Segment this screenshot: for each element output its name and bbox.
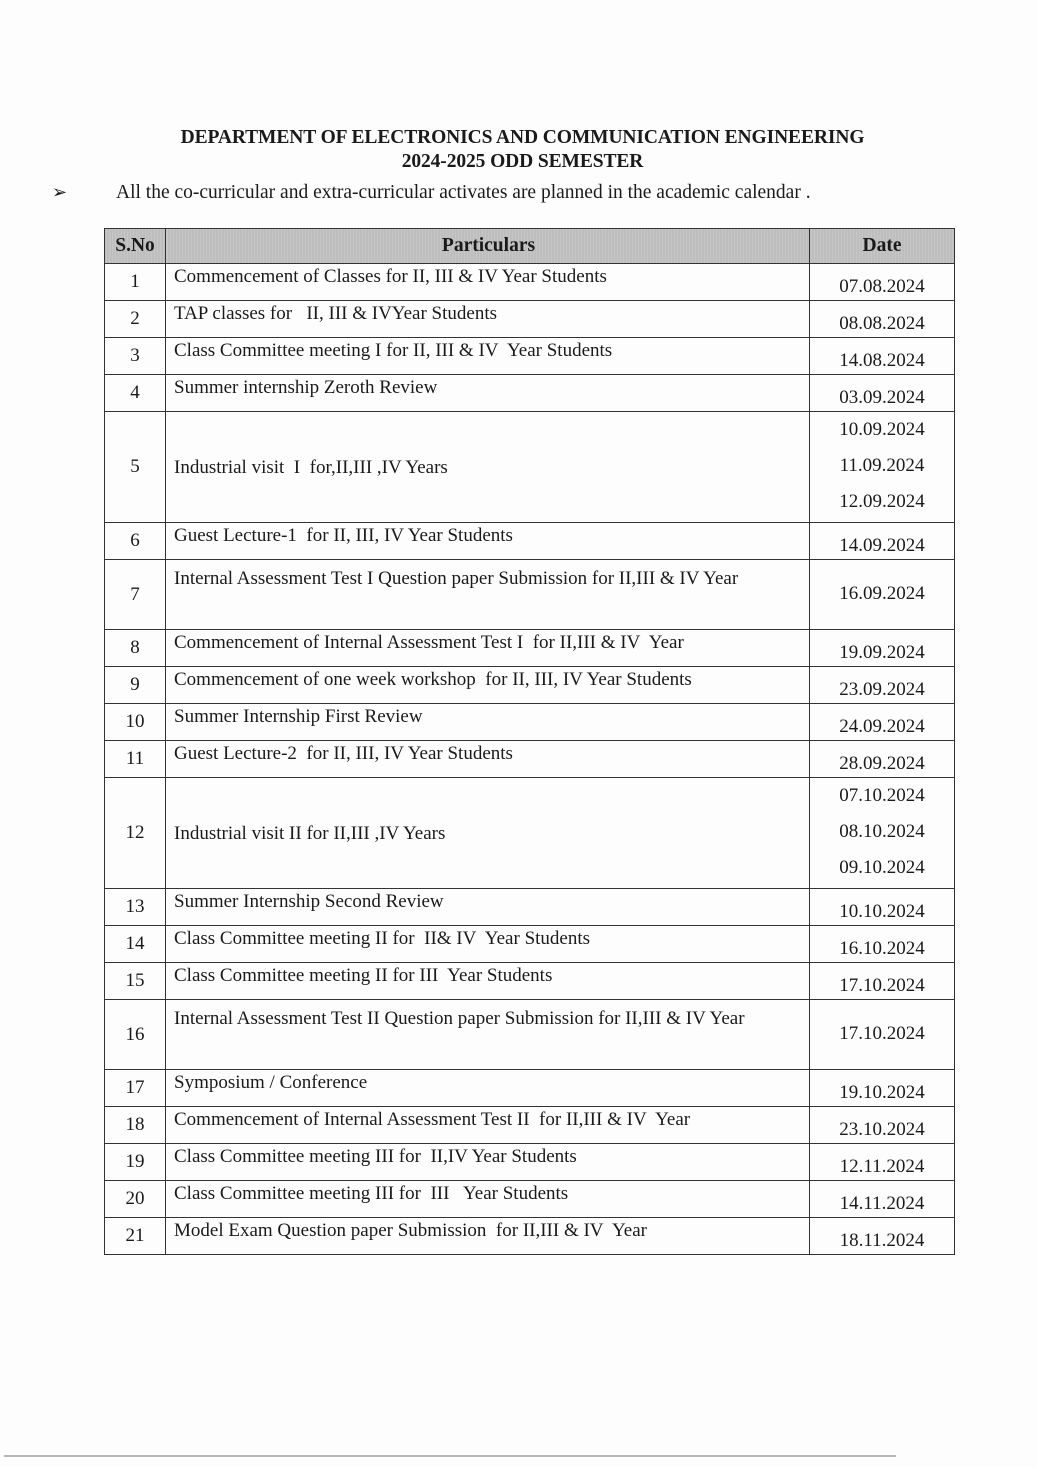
row-particulars: Internal Assessment Test II Question paper Submission for II,III & IV Year — [166, 1000, 810, 1070]
date-value: 07.08.2024 — [839, 276, 925, 297]
table-row — [105, 1144, 955, 1181]
table-row — [105, 264, 955, 301]
row-particulars: Model Exam Question paper Submission for II,III & IV Year — [166, 1218, 810, 1255]
row-date — [810, 963, 955, 1000]
table-row — [105, 1218, 955, 1255]
row-date — [810, 375, 955, 412]
row-particulars: Industrial visit II for II,III ,IV Years — [166, 778, 810, 889]
academic-calendar-table — [104, 228, 955, 1255]
date-value: 24.09.2024 — [839, 716, 925, 737]
row-date — [810, 523, 955, 560]
row-particulars: TAP classes for II, III & IVYear Students — [166, 301, 810, 338]
table-header-row — [105, 229, 955, 264]
date-value: 23.09.2024 — [839, 679, 925, 700]
department-heading: DEPARTMENT OF ELECTRONICS AND COMMUNICATION ENGINEERING — [180, 127, 865, 148]
date-value: 14.09.2024 — [839, 535, 925, 556]
row-particulars: Internal Assessment Test I Question paper Submission for II,III & IV Year — [166, 560, 810, 630]
row-date — [810, 741, 955, 778]
date-value: 14.11.2024 — [839, 1193, 925, 1214]
row-date — [810, 1107, 955, 1144]
row-particulars: Guest Lecture-1 for II, III, IV Year Students — [166, 523, 810, 560]
date-value: 12.11.2024 — [839, 1156, 925, 1177]
table-row — [105, 412, 955, 523]
row-sno: 16 — [105, 1000, 166, 1070]
date-value: 23.10.2024 — [839, 1119, 925, 1140]
row-date — [810, 926, 955, 963]
row-sno: 5 — [105, 412, 166, 523]
row-sno: 17 — [105, 1070, 166, 1107]
semester-heading: 2024-2025 ODD SEMESTER — [401, 151, 644, 172]
row-date — [810, 1070, 955, 1107]
row-particulars: Commencement of Classes for II, III & IV Year Students — [166, 264, 810, 301]
date-value: 07.10.2024 — [839, 785, 925, 806]
table-row — [105, 963, 955, 1000]
row-sno: 13 — [105, 889, 166, 926]
row-date — [810, 1181, 955, 1218]
table-body — [105, 264, 955, 1255]
table-row — [105, 926, 955, 963]
footer-rule — [4, 1455, 896, 1457]
row-date — [810, 778, 955, 889]
row-particulars: Summer Internship First Review — [166, 704, 810, 741]
table-row — [105, 1000, 955, 1070]
table-row — [105, 301, 955, 338]
row-particulars: Commencement of one week workshop for II, III, IV Year Students — [166, 667, 810, 704]
row-date — [810, 667, 955, 704]
column-header-date: Date — [810, 229, 955, 264]
table-row — [105, 630, 955, 667]
table-row — [105, 1181, 955, 1218]
row-particulars: Class Committee meeting II for II& IV Year Students — [166, 926, 810, 963]
row-particulars: Symposium / Conference — [166, 1070, 810, 1107]
row-sno: 8 — [105, 630, 166, 667]
table-row — [105, 778, 955, 889]
row-particulars: Summer Internship Second Review — [166, 889, 810, 926]
row-particulars: Class Committee meeting III for III Year Students — [166, 1181, 810, 1218]
row-sno: 9 — [105, 667, 166, 704]
table-row — [105, 667, 955, 704]
row-date — [810, 560, 955, 630]
date-value: 09.10.2024 — [839, 857, 925, 878]
date-value: 10.10.2024 — [839, 901, 925, 922]
row-date — [810, 889, 955, 926]
row-date — [810, 704, 955, 741]
table-row — [105, 1107, 955, 1144]
row-sno: 6 — [105, 523, 166, 560]
row-particulars: Commencement of Internal Assessment Test I for II,III & IV Year — [166, 630, 810, 667]
row-date — [810, 630, 955, 667]
row-sno: 18 — [105, 1107, 166, 1144]
row-sno: 15 — [105, 963, 166, 1000]
date-value: 17.10.2024 — [839, 975, 925, 996]
row-date — [810, 1144, 955, 1181]
column-header-sno: S.No — [105, 229, 166, 264]
date-value: 16.10.2024 — [839, 938, 925, 959]
table-row — [105, 338, 955, 375]
row-particulars: Class Committee meeting II for III Year Students — [166, 963, 810, 1000]
row-particulars: Class Committee meeting I for II, III & IV Year Students — [166, 338, 810, 375]
row-sno: 3 — [105, 338, 166, 375]
date-value: 18.11.2024 — [839, 1230, 925, 1251]
row-sno: 1 — [105, 264, 166, 301]
row-date — [810, 264, 955, 301]
table-row — [105, 889, 955, 926]
table-row — [105, 375, 955, 412]
date-value: 16.09.2024 — [839, 582, 925, 604]
column-header-particulars: Particulars — [166, 229, 810, 264]
row-sno: 12 — [105, 778, 166, 889]
row-particulars: Guest Lecture-2 for II, III, IV Year Students — [166, 741, 810, 778]
intro-text: All the co-curricular and extra-curricular activates are planned in the academic calendar . — [116, 182, 811, 203]
row-particulars: Class Committee meeting III for II,IV Year Students — [166, 1144, 810, 1181]
date-value: 14.08.2024 — [839, 350, 925, 371]
date-value: 08.08.2024 — [839, 313, 925, 334]
arrowhead-bullet-icon: ➢ — [52, 182, 68, 202]
date-value: 12.09.2024 — [839, 491, 925, 512]
table-row — [105, 741, 955, 778]
date-value: 08.10.2024 — [839, 821, 925, 842]
date-value: 10.09.2024 — [839, 419, 925, 440]
table-row — [105, 523, 955, 560]
date-value: 19.10.2024 — [839, 1082, 925, 1103]
document-title — [0, 126, 1037, 174]
row-date — [810, 338, 955, 375]
table-row — [105, 560, 955, 630]
row-particulars: Industrial visit I for,II,III ,IV Years — [166, 412, 810, 523]
date-value: 19.09.2024 — [839, 642, 925, 663]
table-row — [105, 1070, 955, 1107]
row-sno: 21 — [105, 1218, 166, 1255]
date-value: 11.09.2024 — [839, 455, 925, 476]
row-date — [810, 301, 955, 338]
row-sno: 2 — [105, 301, 166, 338]
row-date — [810, 1218, 955, 1255]
intro-paragraph — [52, 180, 952, 205]
row-sno: 10 — [105, 704, 166, 741]
row-sno: 7 — [105, 560, 166, 630]
row-particulars: Commencement of Internal Assessment Test II for II,III & IV Year — [166, 1107, 810, 1144]
row-sno: 4 — [105, 375, 166, 412]
date-value: 03.09.2024 — [839, 387, 925, 408]
row-date — [810, 412, 955, 523]
date-value: 28.09.2024 — [839, 753, 925, 774]
date-value: 17.10.2024 — [839, 1022, 925, 1044]
row-particulars: Summer internship Zeroth Review — [166, 375, 810, 412]
row-sno: 14 — [105, 926, 166, 963]
table-row — [105, 704, 955, 741]
row-sno: 11 — [105, 741, 166, 778]
row-sno: 20 — [105, 1181, 166, 1218]
row-date — [810, 1000, 955, 1070]
row-sno: 19 — [105, 1144, 166, 1181]
